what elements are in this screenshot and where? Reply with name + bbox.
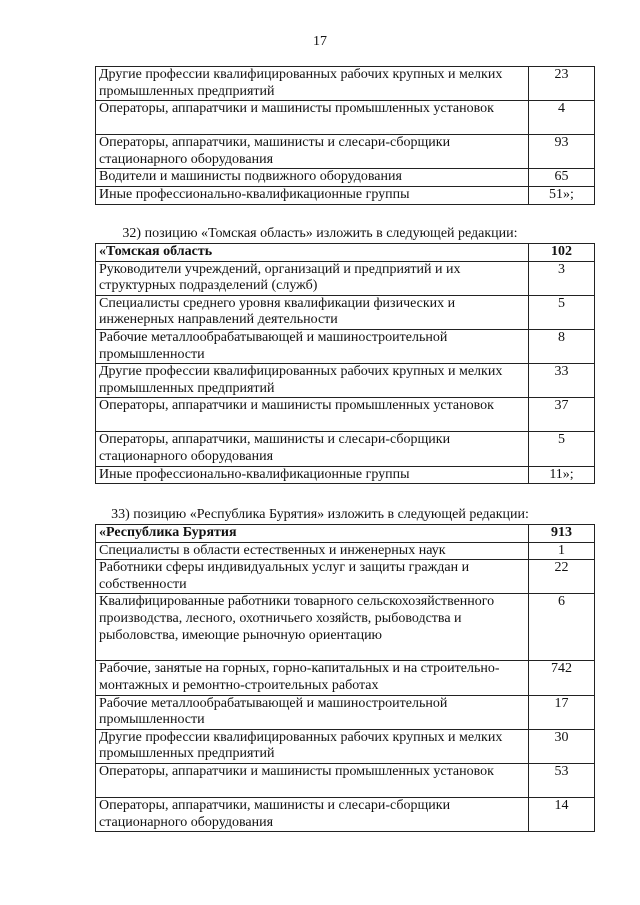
row-value: 1 [529, 542, 595, 560]
row-name: Рабочие металлообрабатывающей и машиностроительной промышленности [96, 329, 529, 363]
row-value: 14 [529, 797, 595, 831]
row-name: Другие профессии квалифицированных рабочих крупных и мелких промышленных предприятий [96, 364, 529, 398]
table-row [96, 797, 595, 831]
table-row [96, 695, 595, 729]
row-value: 8 [529, 329, 595, 363]
row-name: Операторы, аппаратчики, машинисты и слесари-сборщики стационарного оборудования [96, 432, 529, 466]
row-value: 5 [529, 432, 595, 466]
row-name: Другие профессии квалифицированных рабочих крупных и мелких промышленных предприятий [96, 729, 529, 763]
row-name: Рабочие, занятые на горных, горно-капитальных и на строительно-монтажных и ремонтно-строительных работах [96, 661, 529, 695]
row-name: Специалисты в области естественных и инженерных наук [96, 542, 529, 560]
region-name: «Томская область [96, 244, 529, 262]
row-name: Рабочие металлообрабатывающей и машиностроительной промышленности [96, 695, 529, 729]
table-row [96, 542, 595, 560]
row-name: Операторы, аппаратчики, машинисты и слесари-сборщики стационарного оборудования [96, 135, 529, 169]
row-value: 23 [529, 67, 595, 101]
row-value: 17 [529, 695, 595, 729]
row-name: Операторы, аппаратчики и машинисты промышленных установок [96, 101, 529, 135]
table-row [96, 67, 595, 101]
row-name: Квалифицированные работники товарного сельскохозяйственного производства, лесного, охотничьего хозяйств, рыбоводства и рыболовства, имеющие рыночную ориентацию [96, 594, 529, 661]
row-value: 4 [529, 101, 595, 135]
table-row [96, 169, 595, 187]
row-value: 65 [529, 169, 595, 187]
row-value: 6 [529, 594, 595, 661]
table-row [96, 398, 595, 432]
buryatia-table [95, 524, 595, 832]
table-row [96, 466, 595, 484]
row-value: 93 [529, 135, 595, 169]
continued-table [95, 66, 595, 205]
page-number: 17 [313, 34, 327, 49]
row-name: Руководители учреждений, организаций и предприятий и их структурных подразделений (служб) [96, 261, 529, 295]
row-value: 33 [529, 364, 595, 398]
region-total: 102 [529, 244, 595, 262]
row-name: Операторы, аппаратчики, машинисты и слесари-сборщики стационарного оборудования [96, 797, 529, 831]
table-row [96, 729, 595, 763]
table-row [96, 186, 595, 204]
row-value: 3 [529, 261, 595, 295]
section-intro-buryatia: 33) позицию «Республика Бурятия» изложить в следующей редакции: [111, 507, 529, 522]
region-total: 913 [529, 525, 595, 543]
table-row [96, 661, 595, 695]
table-row [96, 261, 595, 295]
table-row [96, 364, 595, 398]
row-name: Иные профессионально-квалификационные группы [96, 466, 529, 484]
row-value: 11»; [529, 466, 595, 484]
row-value: 37 [529, 398, 595, 432]
row-value: 742 [529, 661, 595, 695]
row-name: Операторы, аппаратчики и машинисты промышленных установок [96, 398, 529, 432]
tomsk-table [95, 243, 595, 484]
section-intro-tomsk: 32) позицию «Томская область» изложить в следующей редакции: [122, 226, 518, 241]
row-value: 53 [529, 763, 595, 797]
table-row [96, 560, 595, 594]
row-name: Иные профессионально-квалификационные группы [96, 186, 529, 204]
row-name: Другие профессии квалифицированных рабочих крупных и мелких промышленных предприятий [96, 67, 529, 101]
table-header-row [96, 525, 595, 543]
table-row [96, 329, 595, 363]
table-row [96, 135, 595, 169]
table-row [96, 594, 595, 661]
table-row [96, 295, 595, 329]
row-value: 22 [529, 560, 595, 594]
table-header-row [96, 244, 595, 262]
row-name: Работники сферы индивидуальных услуг и защиты граждан и собственности [96, 560, 529, 594]
row-name: Операторы, аппаратчики и машинисты промышленных установок [96, 763, 529, 797]
row-name: Специалисты среднего уровня квалификации физических и инженерных направлений деятельности [96, 295, 529, 329]
table-row [96, 432, 595, 466]
row-name: Водители и машинисты подвижного оборудования [96, 169, 529, 187]
region-name: «Республика Бурятия [96, 525, 529, 543]
table-row [96, 763, 595, 797]
row-value: 30 [529, 729, 595, 763]
row-value: 51»; [529, 186, 595, 204]
table-row [96, 101, 595, 135]
row-value: 5 [529, 295, 595, 329]
